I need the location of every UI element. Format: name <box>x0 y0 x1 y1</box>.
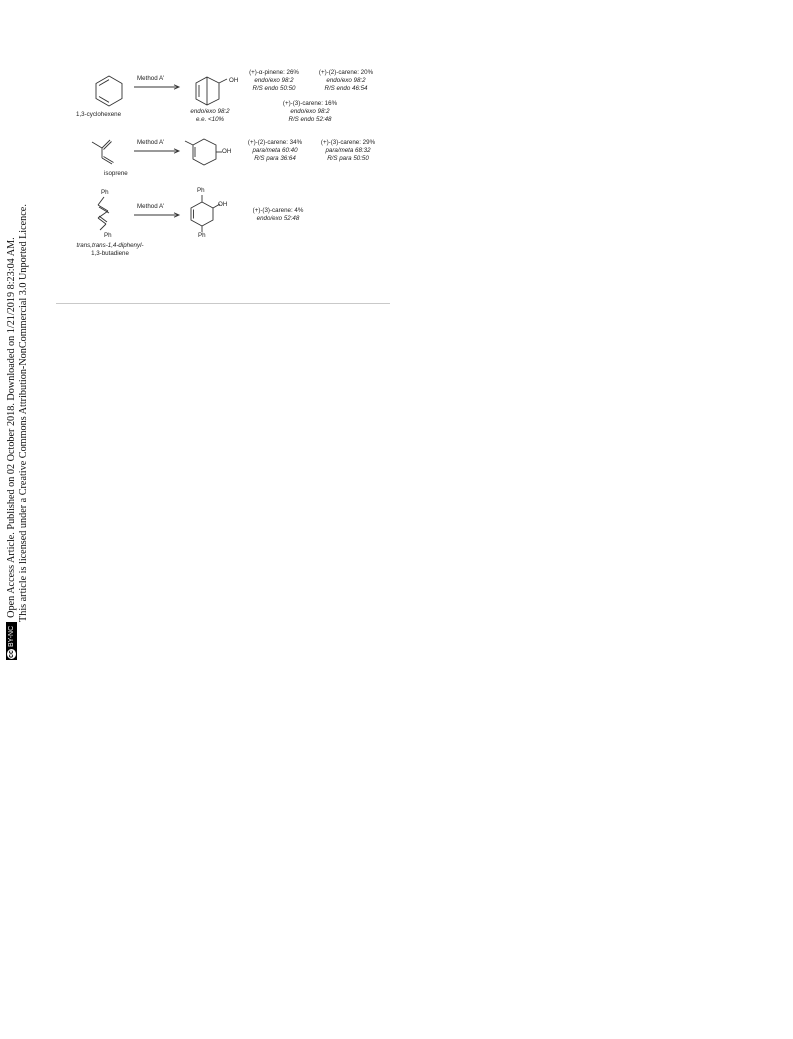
product-note-2: e.e. <10% <box>195 116 225 123</box>
result-catalyst: (+)-(2)-carene: 20% <box>318 69 374 76</box>
substrate-name-cont: 1,3-butadiene <box>91 250 129 257</box>
result-rs-ratio: R/S para 50:50 <box>327 155 369 162</box>
result-selectivity: para/meta 68:32 <box>325 147 371 154</box>
diphenylcyclohexenol-structure <box>188 194 224 234</box>
method-label: Method A' <box>137 203 165 210</box>
reaction-arrow <box>134 212 180 218</box>
notice-line-2: This article is licensed under a Creative Commons Attribution-NonCommercial 3.0 Unported Licence. <box>18 204 29 622</box>
result-selectivity: para/meta 60:40 <box>252 147 298 154</box>
product-oh-label: OH <box>218 201 228 208</box>
notice-line-1-text: Open Access Article. Published on 02 October 2018. Downloaded on 1/21/2019 8:23:04 AM. <box>6 237 17 618</box>
substrate-name: isoprene <box>104 170 128 177</box>
result-catalyst: (+)-(3)-carene: 4% <box>252 207 304 214</box>
result-rs-ratio: R/S para 36:64 <box>254 155 296 162</box>
phenyl-label: Ph <box>104 232 112 239</box>
result-catalyst: (+)-(2)-carene: 34% <box>247 139 303 146</box>
cyclohexadiene-structure <box>92 74 126 108</box>
cc-icon: cc <box>8 650 16 658</box>
phenyl-label: Ph <box>101 189 109 196</box>
result-rs-ratio: R/S endo 52:48 <box>288 116 332 123</box>
phenyl-label: Ph <box>197 187 205 194</box>
substrate-name: 1,3-cyclohexene <box>76 111 122 118</box>
result-catalyst: (+)-(3)-carene: 29% <box>320 139 376 146</box>
result-catalyst: (+)-(3)-carene: 16% <box>282 100 338 107</box>
notice-line-1 <box>6 20 18 660</box>
product-oh-label: OH <box>229 77 239 84</box>
diphenylbutadiene-structure <box>88 196 118 232</box>
result-selectivity: endo/exo 98:2 <box>290 108 330 115</box>
reaction-arrow <box>134 84 180 90</box>
product-oh-label: OH <box>222 148 232 155</box>
result-selectivity: endo/exo 98:2 <box>326 77 366 84</box>
bicyclic-alcohol-structure <box>193 71 233 109</box>
cc-license-badge[interactable] <box>6 622 17 660</box>
product-note-1: endo/exo 98:2 <box>190 108 230 115</box>
cc-badge-text: BY-NC <box>8 625 16 647</box>
method-label: Method A' <box>137 75 165 82</box>
result-catalyst: (+)-α-pinene: 26% <box>249 69 299 76</box>
result-rs-ratio: R/S endo 46:54 <box>324 85 368 92</box>
method-label: Method A' <box>137 139 165 146</box>
phenyl-label: Ph <box>198 232 206 239</box>
reaction-arrow <box>134 148 180 154</box>
isoprene-structure <box>88 136 124 168</box>
result-selectivity: endo/exo 98:2 <box>254 77 294 84</box>
result-selectivity: endo/exo 52:48 <box>256 215 300 222</box>
scheme-divider <box>56 303 390 304</box>
substrate-name: trans,trans-1,4-diphenyl- <box>76 242 144 249</box>
result-rs-ratio: R/S endo 50:50 <box>252 85 296 92</box>
open-access-notice <box>6 20 30 660</box>
